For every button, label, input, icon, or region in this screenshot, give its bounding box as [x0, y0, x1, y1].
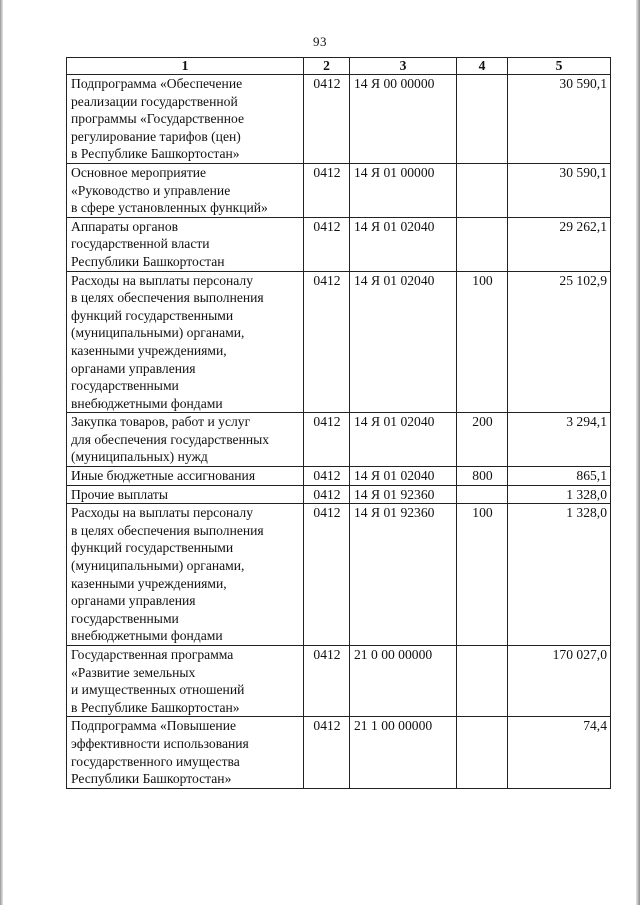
row-section-cell: 0412 [304, 217, 350, 271]
row-target-code-cell: 14 Я 00 00000 [350, 75, 457, 164]
row-name-line: в целях обеспечения выполнения [71, 522, 264, 538]
row-name-line: Подпрограмма «Обеспечение [71, 76, 243, 91]
row-name-line: «Руководство и управление [71, 182, 231, 198]
table-header [67, 58, 611, 75]
row-name-line: реализации государственной [71, 93, 238, 109]
row-amount-cell: 865,1 [508, 467, 611, 486]
row-name-line: и имущественных отношений [71, 682, 245, 698]
row-expense-type-cell [457, 485, 508, 504]
row-name-line: в Республике Башкортостан» [71, 699, 240, 715]
row-amount-cell: 1 328,0 [508, 485, 611, 504]
row-name-line: Расходы на выплаты персоналу [71, 505, 253, 521]
header-col-amount: 5 [508, 58, 611, 75]
row-name-line: внебюджетными фондами [71, 395, 223, 411]
scan-edge-left [0, 0, 3, 905]
row-expense-type-cell [457, 217, 508, 271]
row-amount-cell: 30 590,1 [508, 75, 611, 164]
row-expense-type-cell: 800 [457, 467, 508, 486]
row-name-line: Прочие выплаты [71, 486, 168, 502]
row-name-cell [67, 646, 304, 717]
row-name-line: в сфере установленных функций» [71, 200, 268, 216]
row-target-code-cell: 14 Я 01 92360 [350, 485, 457, 504]
scan-edge-right [636, 0, 640, 905]
row-name-cell [67, 163, 304, 217]
row-name-line: Расходы на выплаты персоналу [71, 272, 253, 288]
row-name-line: Государственная программа [71, 647, 234, 662]
row-amount-cell: 25 102,9 [508, 271, 611, 413]
row-amount-cell: 1 328,0 [508, 504, 611, 646]
row-name-line: государственными [71, 378, 179, 394]
row-name-line: эффективности использования [71, 735, 249, 751]
row-section-cell: 0412 [304, 646, 350, 717]
table-row [67, 163, 611, 217]
row-expense-type-cell [457, 717, 508, 788]
row-name-line: Иные бюджетные ассигнования [71, 468, 256, 484]
table-row [67, 467, 611, 486]
row-name-line: государственного имущества [71, 753, 240, 769]
row-section-cell: 0412 [304, 413, 350, 467]
page-number: 93 [313, 34, 327, 49]
row-name-cell [67, 271, 304, 413]
row-expense-type-cell: 200 [457, 413, 508, 467]
row-target-code-cell: 14 Я 01 02040 [350, 271, 457, 413]
row-name-line: регулирование тарифов (цен) [71, 128, 241, 144]
row-target-code-cell: 14 Я 01 02040 [350, 217, 457, 271]
row-section-cell: 0412 [304, 163, 350, 217]
row-name-line: в Республике Башкортостан» [71, 146, 240, 162]
row-name-line: функций государственными [71, 307, 234, 323]
row-section-cell: 0412 [304, 271, 350, 413]
row-name-cell [67, 504, 304, 646]
row-amount-cell: 170 027,0 [508, 646, 611, 717]
row-target-code-cell: 14 Я 01 00000 [350, 163, 457, 217]
row-section-cell: 0412 [304, 485, 350, 504]
table-body [67, 75, 611, 789]
row-name-line: казенными учреждениями, [71, 342, 227, 358]
row-target-code-cell: 21 1 00 00000 [350, 717, 457, 788]
row-section-cell: 0412 [304, 504, 350, 646]
row-name-line: «Развитие земельных [71, 664, 196, 680]
row-amount-cell: 30 590,1 [508, 163, 611, 217]
table-row [67, 75, 611, 164]
row-target-code-cell: 14 Я 01 02040 [350, 467, 457, 486]
row-name-line: (муниципальных) нужд [71, 449, 208, 465]
row-amount-cell: 29 262,1 [508, 217, 611, 271]
budget-table [66, 57, 611, 789]
row-expense-type-cell [457, 75, 508, 164]
row-section-cell: 0412 [304, 75, 350, 164]
row-name-line: для обеспечения государственных [71, 431, 270, 447]
row-name-line: Аппараты органов [71, 218, 179, 234]
row-expense-type-cell [457, 646, 508, 717]
table-row [67, 646, 611, 717]
row-target-code-cell: 21 0 00 00000 [350, 646, 457, 717]
row-name-line: государственной власти [71, 236, 210, 252]
row-amount-cell: 74,4 [508, 717, 611, 788]
row-name-line: (муниципальными) органами, [71, 325, 245, 341]
table-row [67, 485, 611, 504]
row-name-line: программы «Государственное [71, 111, 245, 127]
row-expense-type-cell: 100 [457, 504, 508, 646]
row-name-line: (муниципальными) органами, [71, 558, 245, 574]
row-section-cell: 0412 [304, 467, 350, 486]
table-row [67, 413, 611, 467]
table-row [67, 504, 611, 646]
row-name-cell [67, 717, 304, 788]
row-name-line: казенными учреждениями, [71, 575, 227, 591]
row-amount-cell: 3 294,1 [508, 413, 611, 467]
row-expense-type-cell [457, 163, 508, 217]
header-col-target: 3 [350, 58, 457, 75]
row-expense-type-cell: 100 [457, 271, 508, 413]
row-name-cell [67, 485, 304, 504]
row-name-cell [67, 75, 304, 164]
header-col-section: 2 [304, 58, 350, 75]
row-name-line: Закупка товаров, работ и услуг [71, 414, 251, 430]
row-section-cell: 0412 [304, 717, 350, 788]
row-name-line: функций государственными [71, 540, 234, 556]
header-row [67, 58, 611, 75]
row-target-code-cell: 14 Я 01 02040 [350, 413, 457, 467]
row-name-line: органами управления [71, 593, 196, 609]
row-name-line: Республики Башкортостан [71, 253, 225, 269]
row-name-line: государственными [71, 610, 179, 626]
header-col-name: 1 [67, 58, 304, 75]
row-name-cell [67, 467, 304, 486]
header-col-expense-type: 4 [457, 58, 508, 75]
row-name-line: органами управления [71, 360, 196, 376]
row-name-line: Подпрограмма «Повышение [71, 718, 237, 734]
row-name-cell [67, 217, 304, 271]
table-row [67, 217, 611, 271]
row-name-line: Основное мероприятие [71, 164, 207, 180]
row-target-code-cell: 14 Я 01 92360 [350, 504, 457, 646]
row-name-cell [67, 413, 304, 467]
row-name-line: Республики Башкортостан» [71, 771, 232, 787]
table-row [67, 271, 611, 413]
table-row [67, 717, 611, 788]
row-name-line: внебюджетными фондами [71, 628, 223, 644]
row-name-line: в целях обеспечения выполнения [71, 290, 264, 306]
